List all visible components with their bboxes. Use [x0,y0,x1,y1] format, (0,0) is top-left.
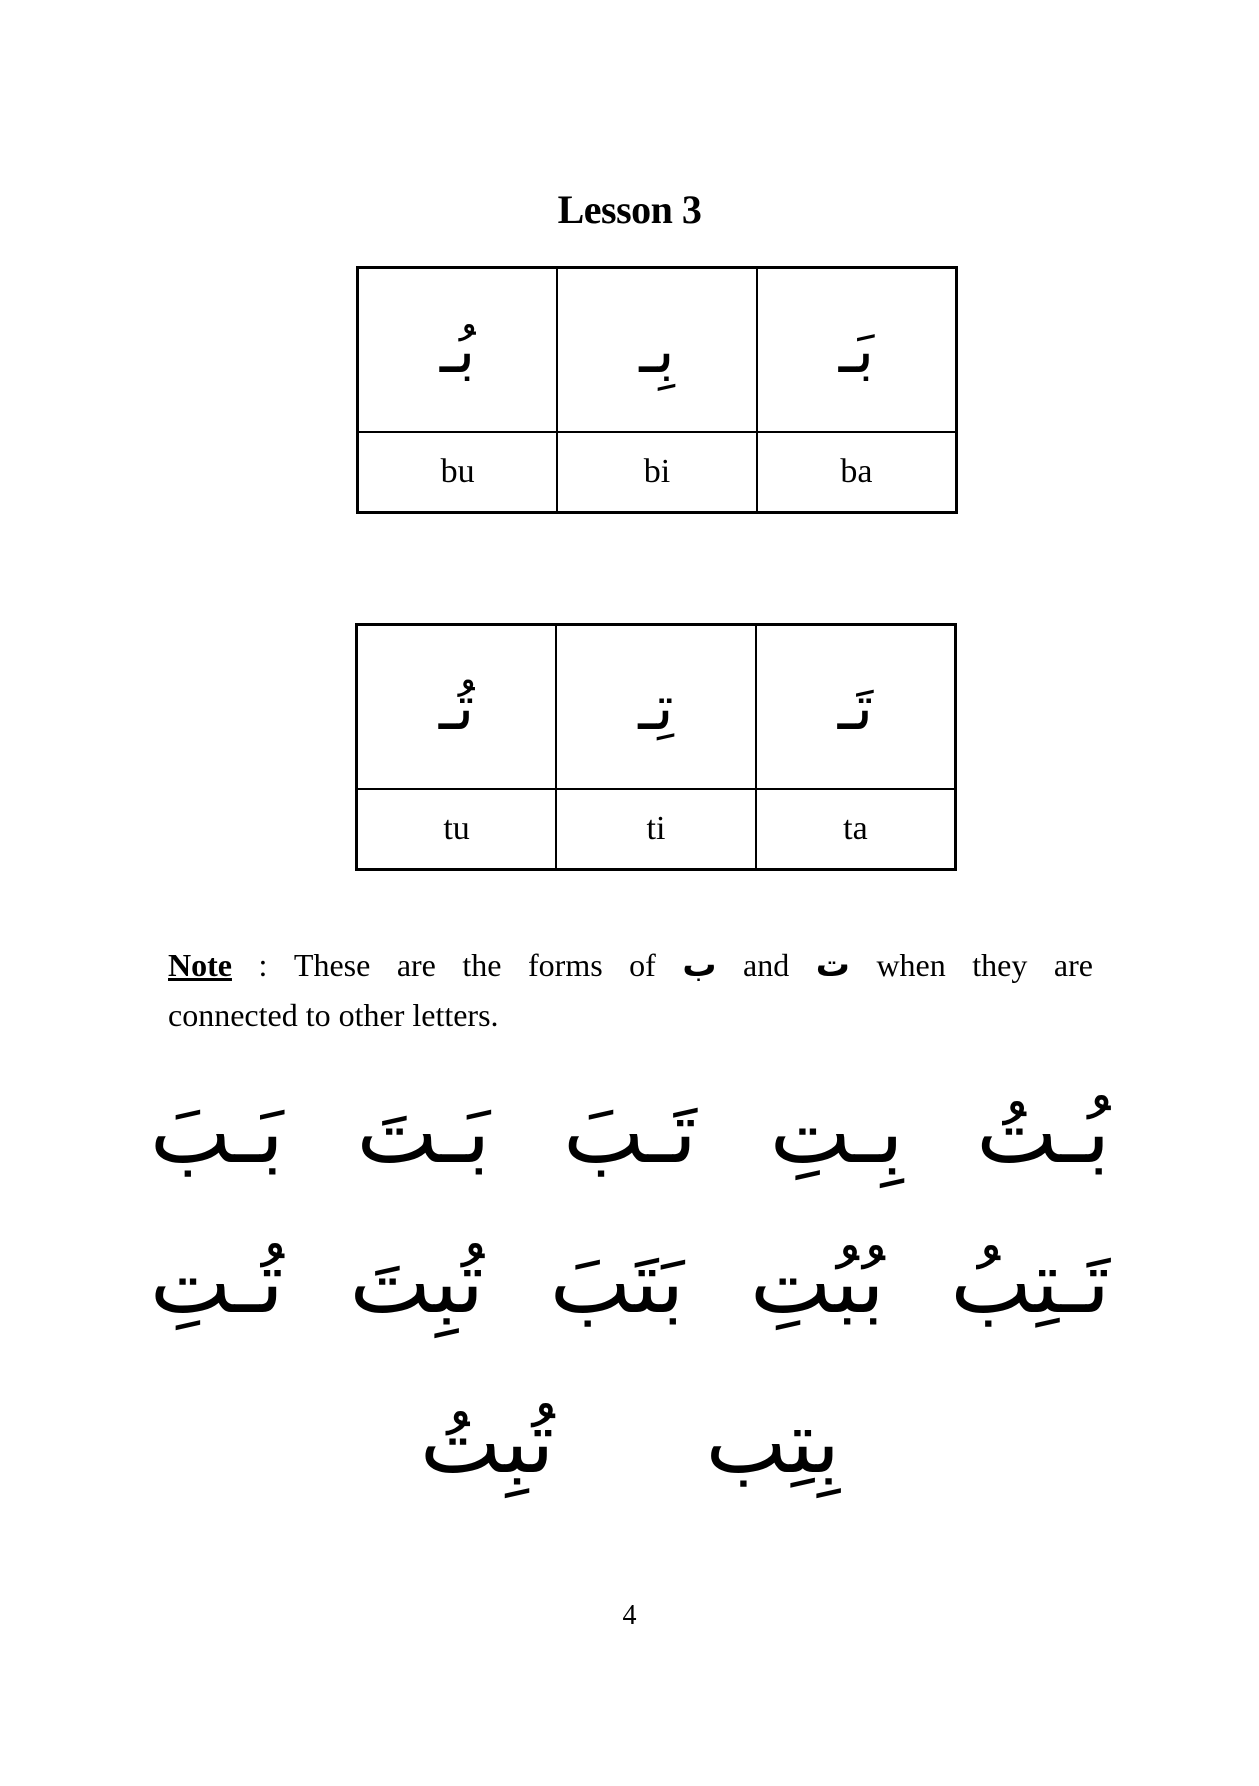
practice-row-3 [420,1393,840,1493]
practice-word: تَـبَ [563,1083,697,1183]
page-title: Lesson 3 [557,187,702,232]
translit-cell-ta: ta [756,789,956,870]
note-word: when [876,947,946,983]
note-paragraph [168,940,1093,1040]
practice-word: بِـتِ [769,1083,904,1183]
letter-cell-ba: بَـ [757,268,957,433]
translit-cell-ba: ba [757,432,957,513]
ba-forms-table [356,266,958,514]
note-word: are [396,947,436,983]
practice-word: تُبِتُ [420,1393,555,1493]
letter-cell-ti: تِـ [556,625,756,790]
practice-word: تُبِتَ [349,1233,484,1333]
letter-cell-bu: بُـ [358,268,558,433]
letter-cell-ta: تَـ [756,625,956,790]
note-line-2: connected to other letters. [168,997,499,1033]
note-word: These [293,947,371,983]
translit-cell-ti: ti [556,789,756,870]
practice-word: تُـتِ [150,1233,284,1333]
ta-forms-table [355,623,957,871]
translit-cell-tu: tu [357,789,557,870]
practice-word: بَـتَ [356,1083,491,1183]
practice-word: بِتِب [705,1393,840,1493]
note-letter-ba: ب [682,945,717,985]
note-word: they [972,947,1028,983]
note-word-and: and [743,947,790,983]
practice-word: بَتَبَ [549,1233,685,1333]
letter-cell-tu: تُـ [357,625,557,790]
note-colon: : [258,947,268,983]
page-number: 4 [622,1600,637,1631]
note-line-1 [168,940,1093,990]
letter-cell-bi: بِـ [557,268,757,433]
translit-cell-bu: bu [358,432,558,513]
translit-cell-bi: bi [557,432,757,513]
practice-word: بُبُتِ [750,1233,885,1333]
practice-row-2 [150,1233,1110,1333]
note-label: Note [168,947,232,983]
note-letter-ta: ت [815,945,850,985]
practice-word: بُـتُ [976,1083,1110,1183]
practice-word: بَـبَ [150,1083,284,1183]
practice-word: تَـتِبُ [950,1233,1110,1333]
practice-row-1 [150,1083,1110,1183]
note-word: of [629,947,656,983]
note-word: forms [528,947,603,983]
note-word: are [1053,947,1093,983]
note-word: the [462,947,502,983]
